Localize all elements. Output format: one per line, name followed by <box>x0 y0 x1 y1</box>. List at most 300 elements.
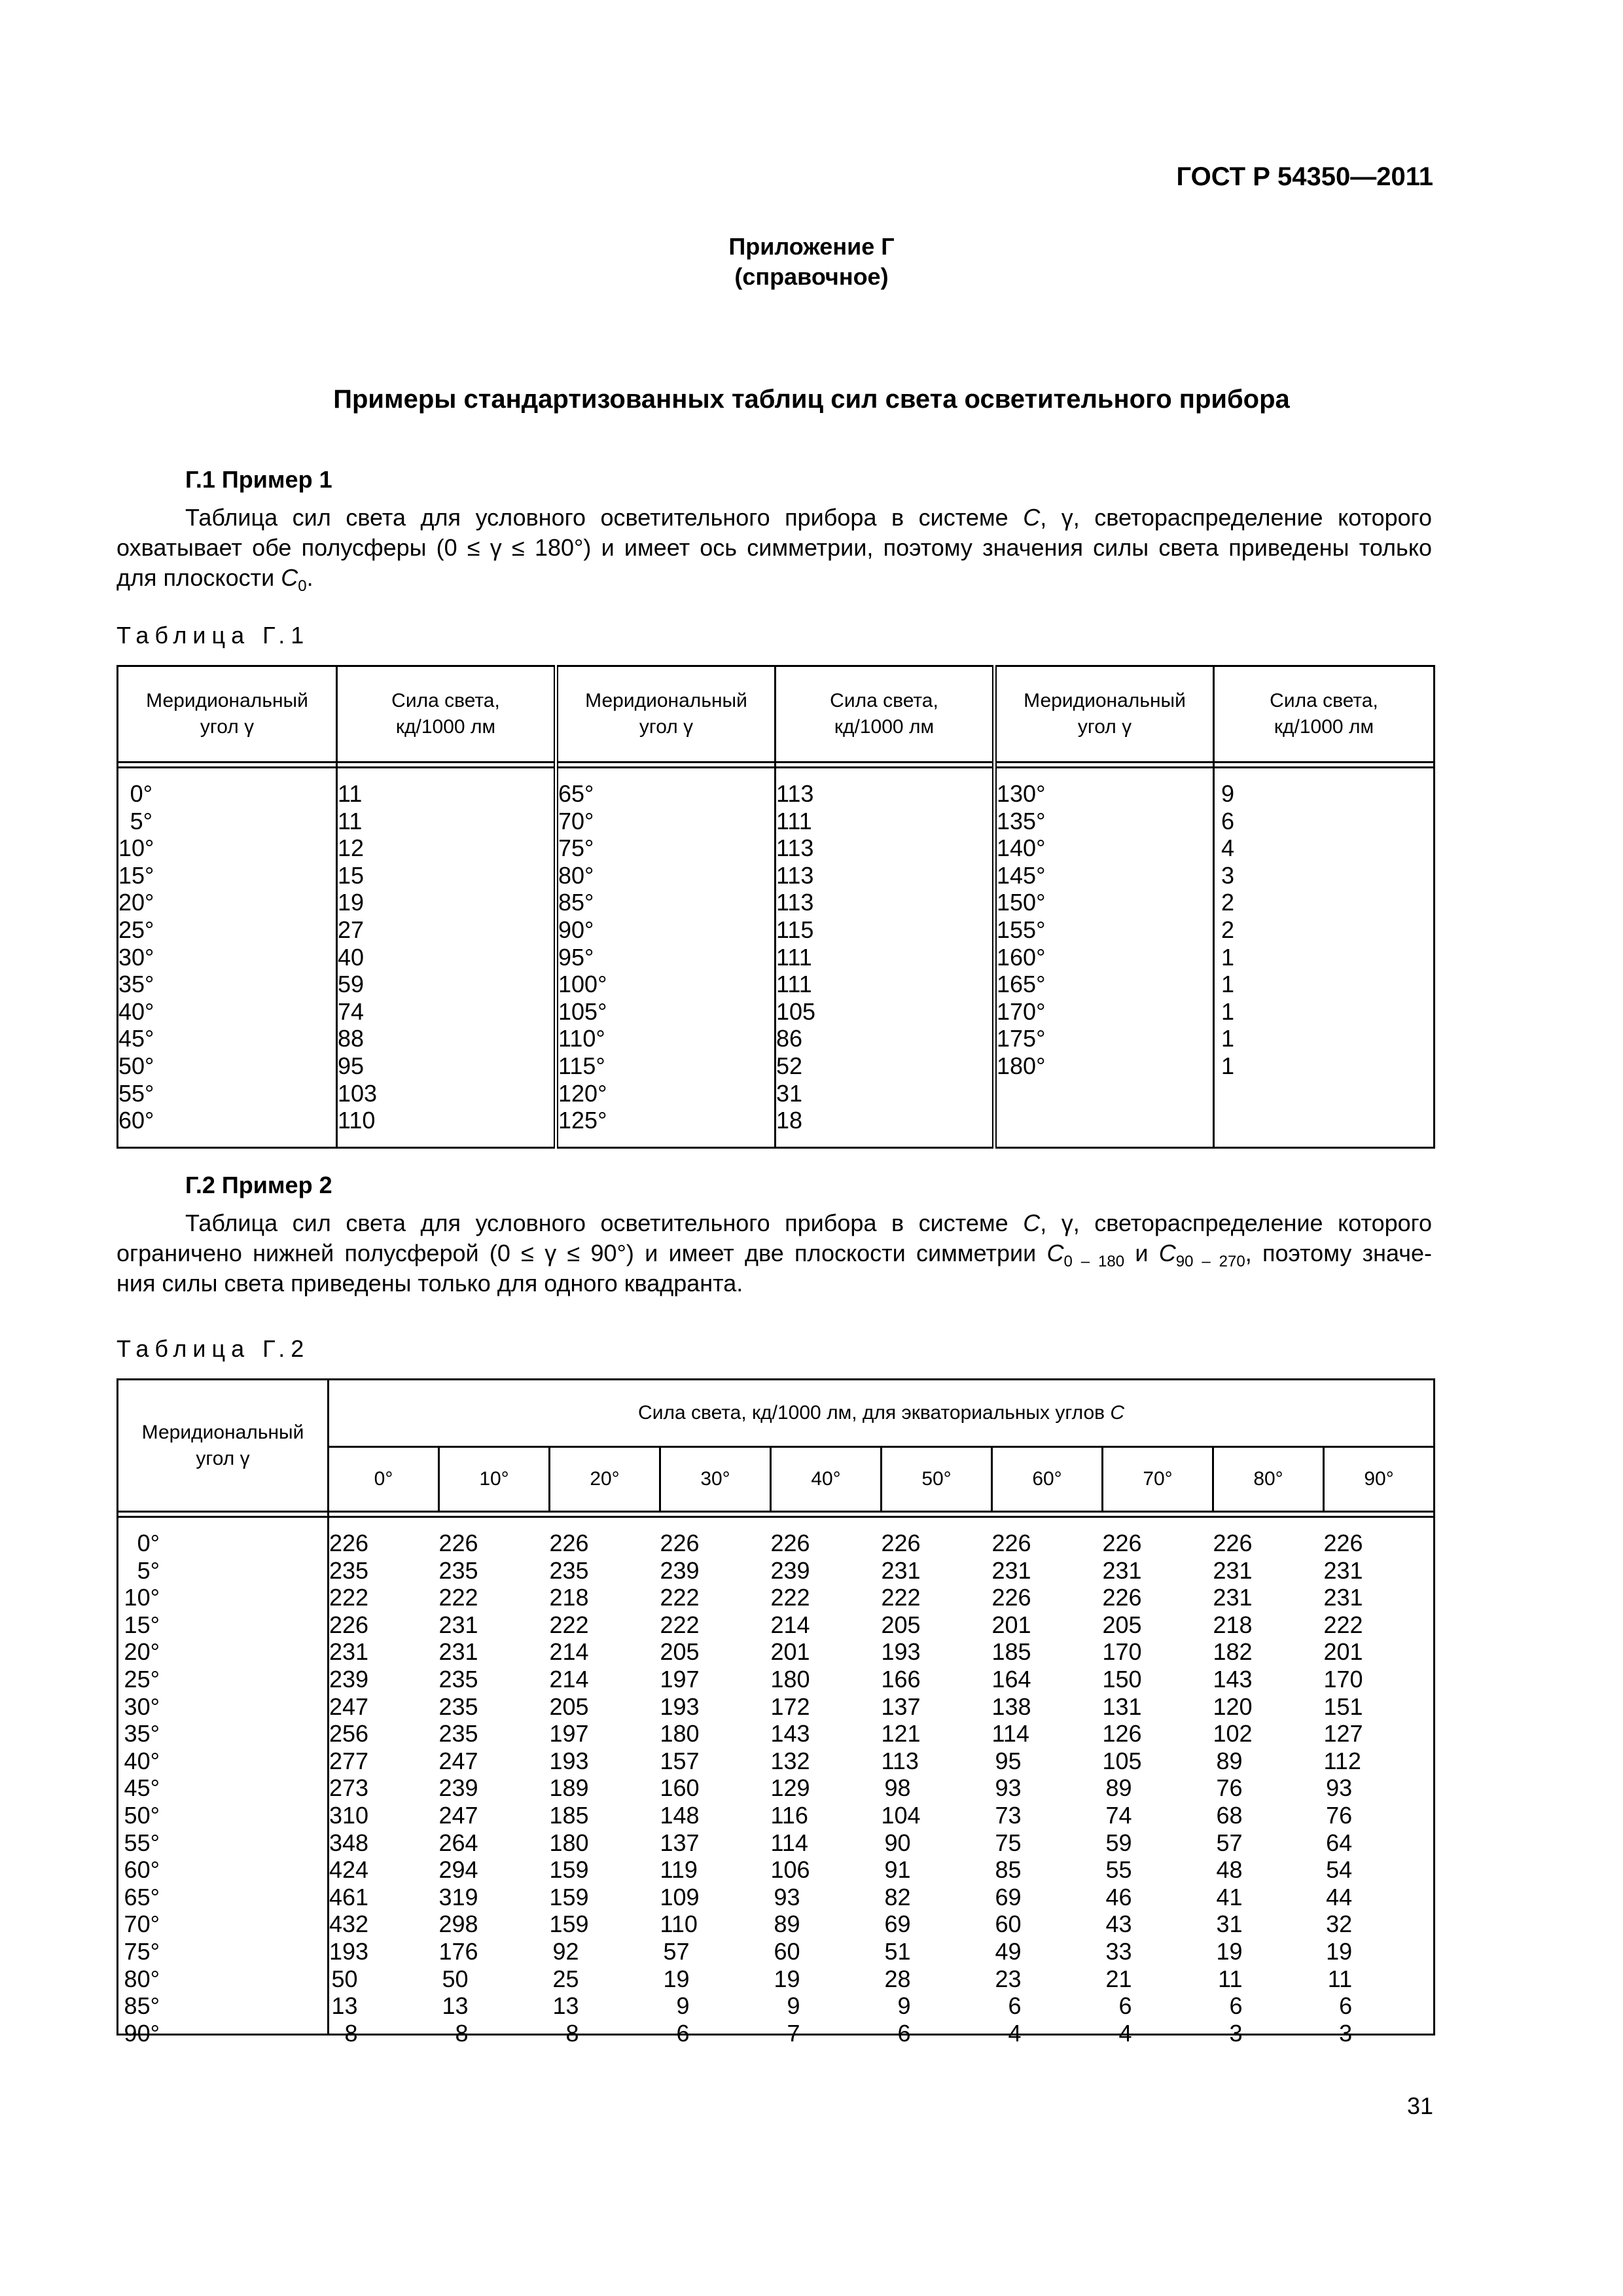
table1-cell: 0° <box>130 780 152 807</box>
table2-gamma-cell: 65° <box>124 1883 160 1910</box>
table2-cell: 197 <box>549 1720 589 1748</box>
table2-cell: 3 <box>1339 2019 1353 2047</box>
table2-cell: 170 <box>1323 1665 1363 1693</box>
table2-cell: 13 <box>331 1992 358 2020</box>
table2-cell: 32 <box>1326 1910 1353 1938</box>
table2-cell: 235 <box>438 1693 478 1720</box>
table1-cell: 60° <box>118 1107 154 1134</box>
table2-cell: 126 <box>1102 1720 1142 1748</box>
table1-cell: 2 <box>1221 889 1234 916</box>
table2-cell: 226 <box>1323 1530 1363 1556</box>
table2-cell: 44 <box>1326 1883 1353 1910</box>
table2-cell: 75 <box>995 1829 1022 1856</box>
table2-cell: 157 <box>660 1747 700 1774</box>
table2-cell: 93 <box>1326 1774 1353 1802</box>
table2-cell: 137 <box>881 1693 921 1720</box>
table1-cell: 15° <box>118 861 154 889</box>
table2-cell: 91 <box>884 1856 911 1884</box>
table1-cell: 31 <box>776 1079 803 1107</box>
table2-cell: 205 <box>1102 1611 1142 1638</box>
table2-cell: 235 <box>329 1556 369 1584</box>
table2-cell: 6 <box>676 2019 690 2047</box>
table2-cell: 201 <box>770 1638 810 1666</box>
table2-cell: 235 <box>438 1720 478 1748</box>
table2-cell: 226 <box>329 1530 369 1556</box>
table1-cell: 1 <box>1221 1052 1234 1079</box>
table2-gamma-cell: 75° <box>124 1937 160 1965</box>
table2-cell: 319 <box>438 1883 478 1910</box>
table2-c-angle-header: 40° <box>771 1447 882 1512</box>
table2-cell: 205 <box>660 1638 700 1666</box>
table2-cell: 54 <box>1326 1856 1353 1884</box>
table2-cell: 28 <box>884 1965 911 1992</box>
table2-gamma-cell: 50° <box>124 1801 160 1829</box>
table2-cell: 129 <box>770 1774 810 1802</box>
table2-cell: 205 <box>881 1611 921 1638</box>
table1-cell: 130° <box>997 780 1046 807</box>
table2-cell: 148 <box>660 1801 700 1829</box>
table2-cell: 231 <box>1323 1556 1363 1584</box>
table1-cell: 170° <box>997 997 1046 1025</box>
table2-cell: 231 <box>329 1638 369 1666</box>
table2-cell: 51 <box>884 1937 911 1965</box>
table2-cell: 231 <box>438 1611 478 1638</box>
table2-cell: 6 <box>1229 1992 1243 2020</box>
table1-cell: 50° <box>118 1052 154 1079</box>
section1-line2: охватывает обе полусферы (0 ≤ γ ≤ 180°) и имеет ось симметрии, поэтому значения силы света приведены только <box>116 534 1432 561</box>
table2-cell: 137 <box>660 1829 700 1856</box>
table1-cell: 113 <box>776 834 814 862</box>
table1-body-row <box>118 768 1435 1148</box>
section1-heading: Г.1 Пример 1 <box>185 466 332 493</box>
table2-cell: 231 <box>438 1638 478 1666</box>
table2-gamma-cell: 70° <box>124 1910 160 1938</box>
table2-col-gamma <box>118 1517 329 2047</box>
table2-gamma-cell: 20° <box>124 1638 160 1666</box>
section2-line3: ния силы света приведены только для одного квадранта. <box>116 1270 743 1297</box>
table2-cell: 138 <box>991 1693 1031 1720</box>
document-code: ГОСТ Р 54350—2011 <box>1176 162 1433 191</box>
table2-gamma-cell: 55° <box>124 1829 160 1856</box>
table1-cell: 110 <box>338 1107 376 1134</box>
section1-line1: Таблица сил света для условного осветительного прибора в системе C, γ, светораспределение которого <box>185 504 1433 531</box>
table1-col-intensity <box>1214 768 1435 1148</box>
table2-cell: 239 <box>438 1774 478 1802</box>
table2-cell: 247 <box>438 1747 478 1774</box>
table1-cell: 18 <box>776 1107 803 1134</box>
table2-gamma-cell: 60° <box>124 1856 160 1884</box>
table1-cell: 45° <box>118 1025 154 1052</box>
table1-cell: 180° <box>997 1052 1046 1079</box>
table1-cell: 25° <box>118 916 154 943</box>
table1-header-intensity: Сила света, кд/1000 лм <box>1214 666 1435 762</box>
table2-c-angle-header: 50° <box>882 1447 992 1512</box>
table2-cell: 90 <box>884 1829 911 1856</box>
table2-cell: 231 <box>1323 1584 1363 1611</box>
table2-cell: 226 <box>991 1530 1031 1556</box>
table2-gamma-cell: 85° <box>124 1992 160 2020</box>
table2-value-column <box>881 1517 992 2047</box>
table2-cell: 102 <box>1213 1720 1253 1748</box>
table1-cell: 150° <box>997 889 1046 916</box>
table1-cell: 2 <box>1221 916 1234 943</box>
table2-cell: 231 <box>991 1556 1031 1584</box>
table2-cell: 92 <box>552 1937 579 1965</box>
table2-cell: 189 <box>549 1774 589 1802</box>
table2-header-angle: Меридиональный угол γ <box>118 1380 329 1512</box>
table2-cell: 197 <box>660 1665 700 1693</box>
table2-gamma-cell: 35° <box>124 1720 160 1748</box>
table2-cell: 164 <box>991 1665 1031 1693</box>
table1-cell: 1 <box>1221 1025 1234 1052</box>
table2-gamma-cell: 25° <box>124 1665 160 1693</box>
table2-cell: 4 <box>1118 2019 1132 2047</box>
table1-cell: 10° <box>118 834 154 862</box>
table2-cell: 55 <box>1105 1856 1132 1884</box>
table1-cell: 74 <box>338 997 365 1025</box>
table2-value-column <box>1323 1517 1435 2047</box>
table1-cell: 85° <box>558 889 594 916</box>
page-number: 31 <box>1406 2092 1433 2119</box>
table2-gamma-cell: 90° <box>124 2019 160 2047</box>
table2-cell: 4 <box>1008 2019 1022 2047</box>
table1-cell: 11 <box>338 807 363 834</box>
table2-cell: 432 <box>329 1910 369 1938</box>
table2-cell: 218 <box>1213 1611 1253 1638</box>
table2-cell: 214 <box>549 1638 589 1666</box>
table2-value-column <box>438 1517 550 2047</box>
table1-cell: 155° <box>997 916 1046 943</box>
table2-cell: 13 <box>442 1992 469 2020</box>
table2-cell: 13 <box>552 1992 579 2020</box>
table2-cell: 247 <box>329 1693 369 1720</box>
table1-cell: 165° <box>997 971 1046 998</box>
table2-cell: 226 <box>549 1530 589 1556</box>
table2-cell: 69 <box>884 1910 911 1938</box>
table1-cell: 140° <box>997 834 1046 862</box>
table1-cell: 20° <box>118 889 154 916</box>
table2-gamma-cell: 15° <box>124 1611 160 1638</box>
table-g1 <box>116 665 1435 1149</box>
table2-cell: 57 <box>1216 1829 1243 1856</box>
table1-cell: 55° <box>118 1079 154 1107</box>
table2-cell: 231 <box>881 1556 921 1584</box>
table2-c-angle-header: 20° <box>550 1447 660 1512</box>
table1-cell: 1 <box>1221 997 1234 1025</box>
table1-cell: 40° <box>118 997 154 1025</box>
table2-cell: 193 <box>549 1747 589 1774</box>
table2-cell: 43 <box>1105 1910 1132 1938</box>
table1-cell: 125° <box>558 1107 607 1134</box>
table1-header-angle: Меридиональный угол γ <box>118 666 337 762</box>
table2-cell: 93 <box>995 1774 1022 1802</box>
table2-c-angle-header: 30° <box>660 1447 771 1512</box>
table2-cell: 11 <box>1218 1965 1243 1992</box>
table2-cell: 222 <box>549 1611 589 1638</box>
table1-cell: 110° <box>558 1025 605 1052</box>
table1-cell: 1 <box>1221 971 1234 998</box>
table2-cell: 19 <box>774 1965 800 1992</box>
table2-cell: 235 <box>438 1665 478 1693</box>
table2-cell: 31 <box>1216 1910 1243 1938</box>
table2-gamma-cell: 45° <box>124 1774 160 1802</box>
table1-cell: 103 <box>338 1079 378 1107</box>
annex-kind: (справочное) <box>734 263 889 290</box>
section2-heading: Г.2 Пример 2 <box>185 1172 332 1198</box>
table2-cell: 273 <box>329 1774 369 1802</box>
table2-cell: 310 <box>329 1801 369 1829</box>
table2-cell: 76 <box>1216 1774 1243 1802</box>
table2-cell: 109 <box>660 1883 700 1910</box>
table2-cell: 33 <box>1105 1937 1132 1965</box>
table2-cell: 226 <box>438 1530 478 1556</box>
table2-value-column <box>770 1517 882 2047</box>
table-g2 <box>116 1378 1435 2047</box>
table1-cell: 113 <box>776 861 814 889</box>
table1-cell: 1 <box>1221 943 1234 971</box>
table2-cell: 110 <box>660 1910 698 1938</box>
table2-cell: 159 <box>549 1883 589 1910</box>
table1-cell: 160° <box>997 943 1046 971</box>
table1-cell: 27 <box>338 916 365 943</box>
table2-cell: 127 <box>1323 1720 1363 1748</box>
table2-cell: 231 <box>1102 1556 1142 1584</box>
table1-cell: 145° <box>997 861 1046 889</box>
table2-cell: 226 <box>660 1530 700 1556</box>
section2-line1: Таблица сил света для условного осветительного прибора в системе C, γ, светораспределение которого <box>185 1210 1433 1236</box>
table1-cell: 90° <box>558 916 594 943</box>
table1-header-intensity: Сила света, кд/1000 лм <box>776 666 995 762</box>
table2-cell: 160 <box>660 1774 700 1802</box>
table2-gamma-cell: 10° <box>124 1584 160 1611</box>
table2-cell: 218 <box>549 1584 589 1611</box>
table1-header-angle: Меридиональный угол γ <box>995 666 1214 762</box>
table2-cell: 222 <box>438 1584 478 1611</box>
table2-cell: 6 <box>1008 1992 1022 2020</box>
table2-c-angle-header: 10° <box>439 1447 550 1512</box>
table1-cell: 100° <box>558 971 607 998</box>
table2-caption: Таблица Г.2 <box>116 1335 310 1362</box>
table2-cell: 348 <box>329 1829 369 1856</box>
table1-header-intensity: Сила света, кд/1000 лм <box>337 666 556 762</box>
table2-cell: 182 <box>1213 1638 1253 1666</box>
table2-cell: 294 <box>438 1856 478 1884</box>
table2-cell: 73 <box>995 1801 1022 1829</box>
table1-cell: 5° <box>130 807 152 834</box>
table2-cell: 461 <box>329 1883 369 1910</box>
annex-title: Приложение Г <box>728 233 895 260</box>
table2-value-column <box>329 1517 439 2047</box>
table2-c-angle-header: 0° <box>329 1447 439 1512</box>
table1-col-intensity <box>776 768 995 1148</box>
table2-cell: 9 <box>897 1992 911 2020</box>
table2-cell: 159 <box>549 1910 589 1938</box>
table2-cell: 264 <box>438 1829 478 1856</box>
table2-cell: 23 <box>995 1965 1022 1992</box>
table2-cell: 176 <box>438 1937 478 1965</box>
table1-cell: 4 <box>1221 834 1234 862</box>
table2-cell: 226 <box>329 1611 369 1638</box>
table2-cell: 119 <box>660 1856 698 1884</box>
table2-cell: 239 <box>770 1556 810 1584</box>
table2-cell: 247 <box>438 1801 478 1829</box>
table2-gamma-cell: 0° <box>137 1530 160 1556</box>
table2-cell: 74 <box>1105 1801 1132 1829</box>
table2-cell: 214 <box>770 1611 810 1638</box>
table2-gamma-cell: 80° <box>124 1965 160 1992</box>
table2-cell: 226 <box>881 1530 921 1556</box>
table2-cell: 185 <box>991 1638 1031 1666</box>
table2-cell: 214 <box>549 1665 589 1693</box>
table1-cell: 11 <box>338 780 363 807</box>
table1-cell: 115° <box>558 1052 605 1079</box>
table1-cell: 105 <box>776 997 816 1025</box>
main-title: Примеры стандартизованных таблиц сил света осветительного прибора <box>333 385 1290 414</box>
table2-cell: 8 <box>344 2019 358 2047</box>
table2-cell: 50 <box>442 1965 469 1992</box>
table2-cell: 231 <box>1213 1584 1253 1611</box>
table1-cell: 115 <box>776 916 814 943</box>
table1-col-angle <box>118 768 337 1148</box>
table2-cell: 69 <box>995 1883 1022 1910</box>
table2-cell: 116 <box>770 1801 808 1829</box>
table2-gamma-cell: 5° <box>137 1556 160 1584</box>
table2-cell: 89 <box>1105 1774 1132 1802</box>
table2-cell: 235 <box>438 1556 478 1584</box>
table2-cell: 85 <box>995 1856 1022 1884</box>
table2-c-angle-header: 90° <box>1324 1447 1435 1512</box>
table2-value-column <box>991 1517 1103 2047</box>
table2-cell: 6 <box>1118 1992 1132 2020</box>
table1-cell: 120° <box>558 1079 607 1107</box>
table1-header-angle: Меридиональный угол γ <box>556 666 776 762</box>
table1-cell: 35° <box>118 971 154 998</box>
table2-cell: 19 <box>663 1965 690 1992</box>
table1-cell: 113 <box>776 889 814 916</box>
table1-header-row <box>118 666 1435 762</box>
table2-cell: 93 <box>774 1883 800 1910</box>
table1-cell: 12 <box>338 834 365 862</box>
table2-value-column <box>549 1517 660 2047</box>
table2-cell: 8 <box>565 2019 579 2047</box>
table2-cell: 239 <box>329 1665 369 1693</box>
table2-cell: 226 <box>770 1530 810 1556</box>
table2-cell: 46 <box>1105 1883 1132 1910</box>
table2-cell: 222 <box>770 1584 810 1611</box>
table1-cell: 135° <box>997 807 1046 834</box>
table1-cell: 30° <box>118 943 154 971</box>
table2-cell: 222 <box>329 1584 369 1611</box>
table1-cell: 59 <box>338 971 365 998</box>
table2-cell: 222 <box>660 1584 700 1611</box>
table2-c-angle-header: 80° <box>1213 1447 1324 1512</box>
table2-gamma-cell: 30° <box>124 1693 160 1720</box>
table2-cell: 222 <box>881 1584 921 1611</box>
table2-cell: 121 <box>881 1720 921 1748</box>
table1-cell: 70° <box>558 807 594 834</box>
table2-c-angle-header: 70° <box>1103 1447 1213 1512</box>
table1-cell: 105° <box>558 997 607 1025</box>
table2-value-column <box>660 1517 771 2047</box>
table1-cell: 86 <box>776 1025 803 1052</box>
table2-cell: 114 <box>770 1829 808 1856</box>
table2-cell: 298 <box>438 1910 478 1938</box>
table1-col-intensity <box>337 768 556 1148</box>
table1-cell: 111 <box>776 943 812 971</box>
table2-cell: 143 <box>770 1720 810 1748</box>
section2-paragraph <box>116 1208 1432 1299</box>
table2-cell: 205 <box>549 1693 589 1720</box>
table2-cell: 166 <box>881 1665 921 1693</box>
table2-cell: 59 <box>1105 1829 1132 1856</box>
table2-cell: 132 <box>770 1747 810 1774</box>
table2-cell: 201 <box>1323 1638 1363 1666</box>
table1-cell: 95° <box>558 943 594 971</box>
table2-cell: 48 <box>1216 1856 1243 1884</box>
table2-cell: 95 <box>995 1747 1022 1774</box>
table2-cell: 235 <box>549 1556 589 1584</box>
table2-cell: 89 <box>1216 1747 1243 1774</box>
table2-cell: 113 <box>881 1747 919 1774</box>
table2-cell: 6 <box>1339 1992 1353 2020</box>
table2-cell: 60 <box>774 1937 800 1965</box>
table2-cell: 11 <box>1327 1965 1353 1992</box>
table2-cell: 172 <box>770 1693 810 1720</box>
table2-cell: 180 <box>770 1665 810 1693</box>
table2-cell: 6 <box>897 2019 911 2047</box>
table2-gamma-cell: 40° <box>124 1747 160 1774</box>
table2-cell: 76 <box>1326 1801 1353 1829</box>
table2-cell: 3 <box>1229 2019 1243 2047</box>
table2-cell: 185 <box>549 1801 589 1829</box>
table2-c-angle-header: 60° <box>992 1447 1103 1512</box>
table2-cell: 180 <box>660 1720 700 1748</box>
table1-col-angle <box>995 768 1214 1148</box>
table2-cell: 57 <box>663 1937 690 1965</box>
table2-cell: 226 <box>1102 1530 1142 1556</box>
table2-value-column <box>1102 1517 1213 2047</box>
table2-cell: 106 <box>770 1856 810 1884</box>
table2-cell: 8 <box>455 2019 469 2047</box>
table2-cell: 9 <box>787 1992 800 2020</box>
table2-cell: 226 <box>1213 1530 1253 1556</box>
table2-cell: 131 <box>1102 1693 1142 1720</box>
table2-cell: 150 <box>1102 1665 1142 1693</box>
table1-cell: 113 <box>776 780 814 807</box>
table1-cell: 175° <box>997 1025 1046 1052</box>
table2-cell: 256 <box>329 1720 369 1748</box>
table2-cell: 193 <box>881 1638 921 1666</box>
table2-cell: 19 <box>1216 1937 1243 1965</box>
table2-cell: 201 <box>991 1611 1031 1638</box>
table2-cell: 7 <box>787 2019 800 2047</box>
table1-cell: 19 <box>338 889 365 916</box>
table1-cell: 80° <box>558 861 594 889</box>
table1-cell: 65° <box>558 780 594 807</box>
table2-cell: 19 <box>1326 1937 1353 1965</box>
table2-body-row <box>118 1517 1435 2035</box>
table2-cell: 25 <box>552 1965 579 1992</box>
table2-cell: 180 <box>549 1829 589 1856</box>
table2-cell: 143 <box>1213 1665 1253 1693</box>
table2-cell: 68 <box>1216 1801 1243 1829</box>
table2-cell: 105 <box>1102 1747 1142 1774</box>
table1-caption: Таблица Г.1 <box>116 622 310 649</box>
table2-cell: 82 <box>884 1883 911 1910</box>
table1-cell: 40 <box>338 943 365 971</box>
table2-cell: 424 <box>329 1856 369 1884</box>
table2-cell: 239 <box>660 1556 700 1584</box>
